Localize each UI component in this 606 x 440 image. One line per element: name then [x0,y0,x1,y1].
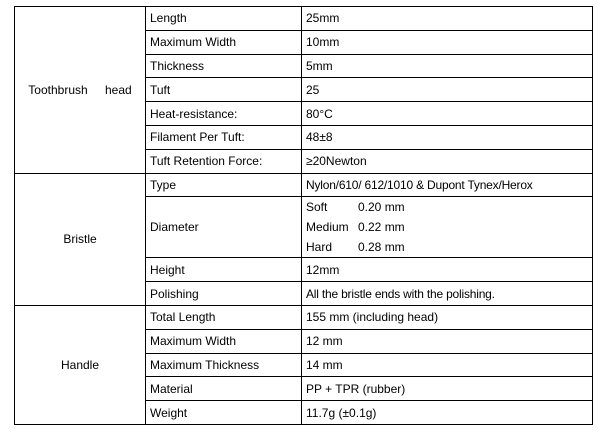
property-value: 80°C [302,102,593,126]
property-label: Diameter [146,197,302,258]
property-label: Tuft Retention Force: [146,149,302,173]
property-value: 12mm [302,258,593,282]
property-value: 25mm [302,7,593,31]
property-value: ≥20Newton [302,149,593,173]
group-label-toothbrush-head: Toothbrush head [15,7,146,174]
property-label: Material [146,377,302,401]
diameter-size: 0.20 mm [358,200,405,215]
group-label-bristle: Bristle [15,173,146,305]
property-label: Maximum Thickness [146,353,302,377]
table-row [15,173,593,197]
diameter-size: 0.22 mm [358,220,405,235]
property-value: 25 [302,78,593,102]
property-label: Length [146,7,302,31]
diameter-size: 0.28 mm [358,240,405,255]
property-label: Maximum Width [146,30,302,54]
property-label: Polishing [146,282,302,306]
property-value: Nylon/610/ 612/1010 & Dupont Tynex/Herox [302,173,593,197]
property-value: 12 mm [302,329,593,353]
property-label: Thickness [146,54,302,78]
property-label: Heat-resistance: [146,102,302,126]
property-label: Tuft [146,78,302,102]
property-value: 14 mm [302,353,593,377]
table-row [15,305,593,329]
diameter-options [302,197,593,258]
spec-table [14,6,593,425]
property-value: PP + TPR (rubber) [302,377,593,401]
property-value: 10mm [302,30,593,54]
property-label: Type [146,173,302,197]
spec-table-frame [14,6,593,425]
property-label: Filament Per Tuft: [146,125,302,149]
diameter-grade: Soft [306,200,328,215]
property-value: All the bristle ends with the polishing. [302,282,593,306]
group-label-handle: Handle [15,305,146,424]
diameter-option [306,197,588,217]
diameter-option [306,217,588,237]
property-label: Maximum Width [146,329,302,353]
table-row [15,7,593,31]
diameter-option [306,237,588,257]
property-label: Total Length [146,305,302,329]
property-value: 155 mm (including head) [302,305,593,329]
diameter-grade: Medium [306,220,349,235]
diameter-grade: Hard [306,240,333,255]
property-value: 11.7g (±0.1g) [302,401,593,425]
property-label: Weight [146,401,302,425]
property-value: 5mm [302,54,593,78]
property-label: Height [146,258,302,282]
property-value: 48±8 [302,125,593,149]
